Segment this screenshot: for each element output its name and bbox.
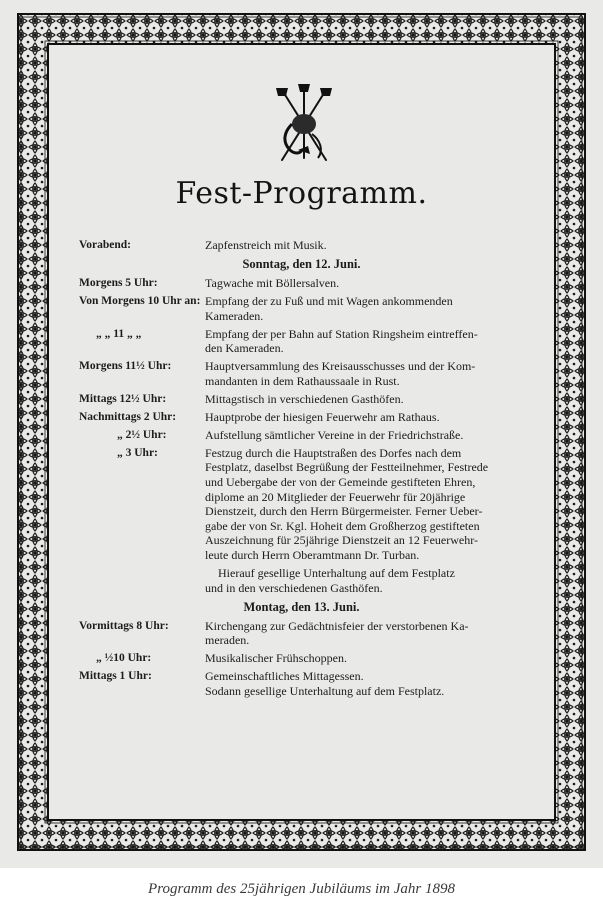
entry-text-line: Zapfenstreich mit Musik. xyxy=(205,238,327,252)
entry-text-line: mandanten in dem Rathaussaale in Rust. xyxy=(205,373,400,388)
time-label: „ 3 Uhr: xyxy=(117,446,158,459)
entry-text-line: Kameraden. xyxy=(205,308,264,323)
day-heading: Sonntag, den 12. Juni. xyxy=(242,257,361,271)
entry-text-line: Mittagstisch in verschiedenen Gasthöfen. xyxy=(205,391,404,406)
entry-text-line: Sodann gesellige Unterhaltung auf dem Festplatz. xyxy=(205,683,445,698)
page-title: Fest-Programm. xyxy=(175,176,428,211)
entry-text-line: Auszeichnung für 25jährige Dienstzeit an 12 Feuerwehr- xyxy=(205,533,478,548)
entry-text-line: Hauptversammlung des Kreisausschusses und der Kom- xyxy=(205,359,476,374)
entry-text-line: Festzug durch die Hauptstraßen des Dorfes nach dem xyxy=(205,445,462,460)
time-label: Morgens 5 Uhr: xyxy=(79,277,158,289)
entry-text-line: Empfang der per Bahn auf Station Ringsheim eintreffen- xyxy=(205,326,478,341)
entry-text-line: Hierauf gesellige Unterhaltung auf dem Festplatz xyxy=(218,566,455,580)
entry-text-line: Dienstzeit, durch den Herrn Bürgermeister. Ferner Ueber- xyxy=(205,504,483,519)
entry-text-line: Kirchengang zur Gedächtnisfeier der verstorbenen Ka- xyxy=(205,618,469,633)
time-label: „ „ 11 „ „ xyxy=(96,327,142,340)
entry-text-line: Gemeinschaftliches Mittagessen. xyxy=(205,669,364,684)
figure-caption: Programm des 25jährigen Jubiläums im Jahr 1898 xyxy=(148,881,455,897)
entry-text-line: meraden. xyxy=(205,633,250,648)
entry-text-line: gabe der von Sr. Kgl. Hoheit dem Großherzog gestifteten xyxy=(205,518,480,533)
entry-text-line: Empfang der zu Fuß und mit Wagen ankommenden xyxy=(205,294,453,308)
time-label: „ 2½ Uhr: xyxy=(117,428,167,441)
time-label: Vormittags 8 Uhr: xyxy=(79,619,169,632)
time-label: „ ½10 Uhr: xyxy=(96,652,152,665)
time-label: Morgens 11½ Uhr: xyxy=(79,360,172,373)
time-label: Von Morgens 10 Uhr an: xyxy=(79,295,201,307)
entry-text-line: Hauptprobe der hiesigen Feuerwehr am Rathaus. xyxy=(205,409,440,424)
entry-text-line: leute durch Herrn Oberamtmann Dr. Turban. xyxy=(205,547,420,562)
entry-text-line: und Uebergabe der von der Gemeinde gestifteten Ehren, xyxy=(205,474,476,489)
fire-brigade-emblem-icon xyxy=(268,84,340,166)
entry-text-line: Aufstellung sämtlicher Vereine in der Friedrichstraße. xyxy=(205,427,464,442)
day-heading: Montag, den 13. Juni. xyxy=(243,599,360,614)
entry-text-line: Musikalischer Frühschoppen. xyxy=(205,651,347,666)
time-label: Vorabend: xyxy=(79,239,131,251)
entry-text-line: und in den verschiedenen Gasthöfen. xyxy=(205,580,383,595)
entry-text-line: den Kameraden. xyxy=(205,341,284,356)
entry-text-line: diplome an 20 Mitglieder der Feuerwehr für 20jährige xyxy=(205,489,466,504)
time-label: Mittags 12½ Uhr: xyxy=(79,392,167,405)
entry-text-line: Festplatz, daselbst Begrüßung der Festteilnehmer, Festrede xyxy=(205,460,489,475)
entry-text-line: Tagwache mit Böllersalven. xyxy=(205,276,340,290)
time-label: Nachmittags 2 Uhr: xyxy=(79,410,177,423)
time-label: Mittags 1 Uhr: xyxy=(79,670,152,683)
